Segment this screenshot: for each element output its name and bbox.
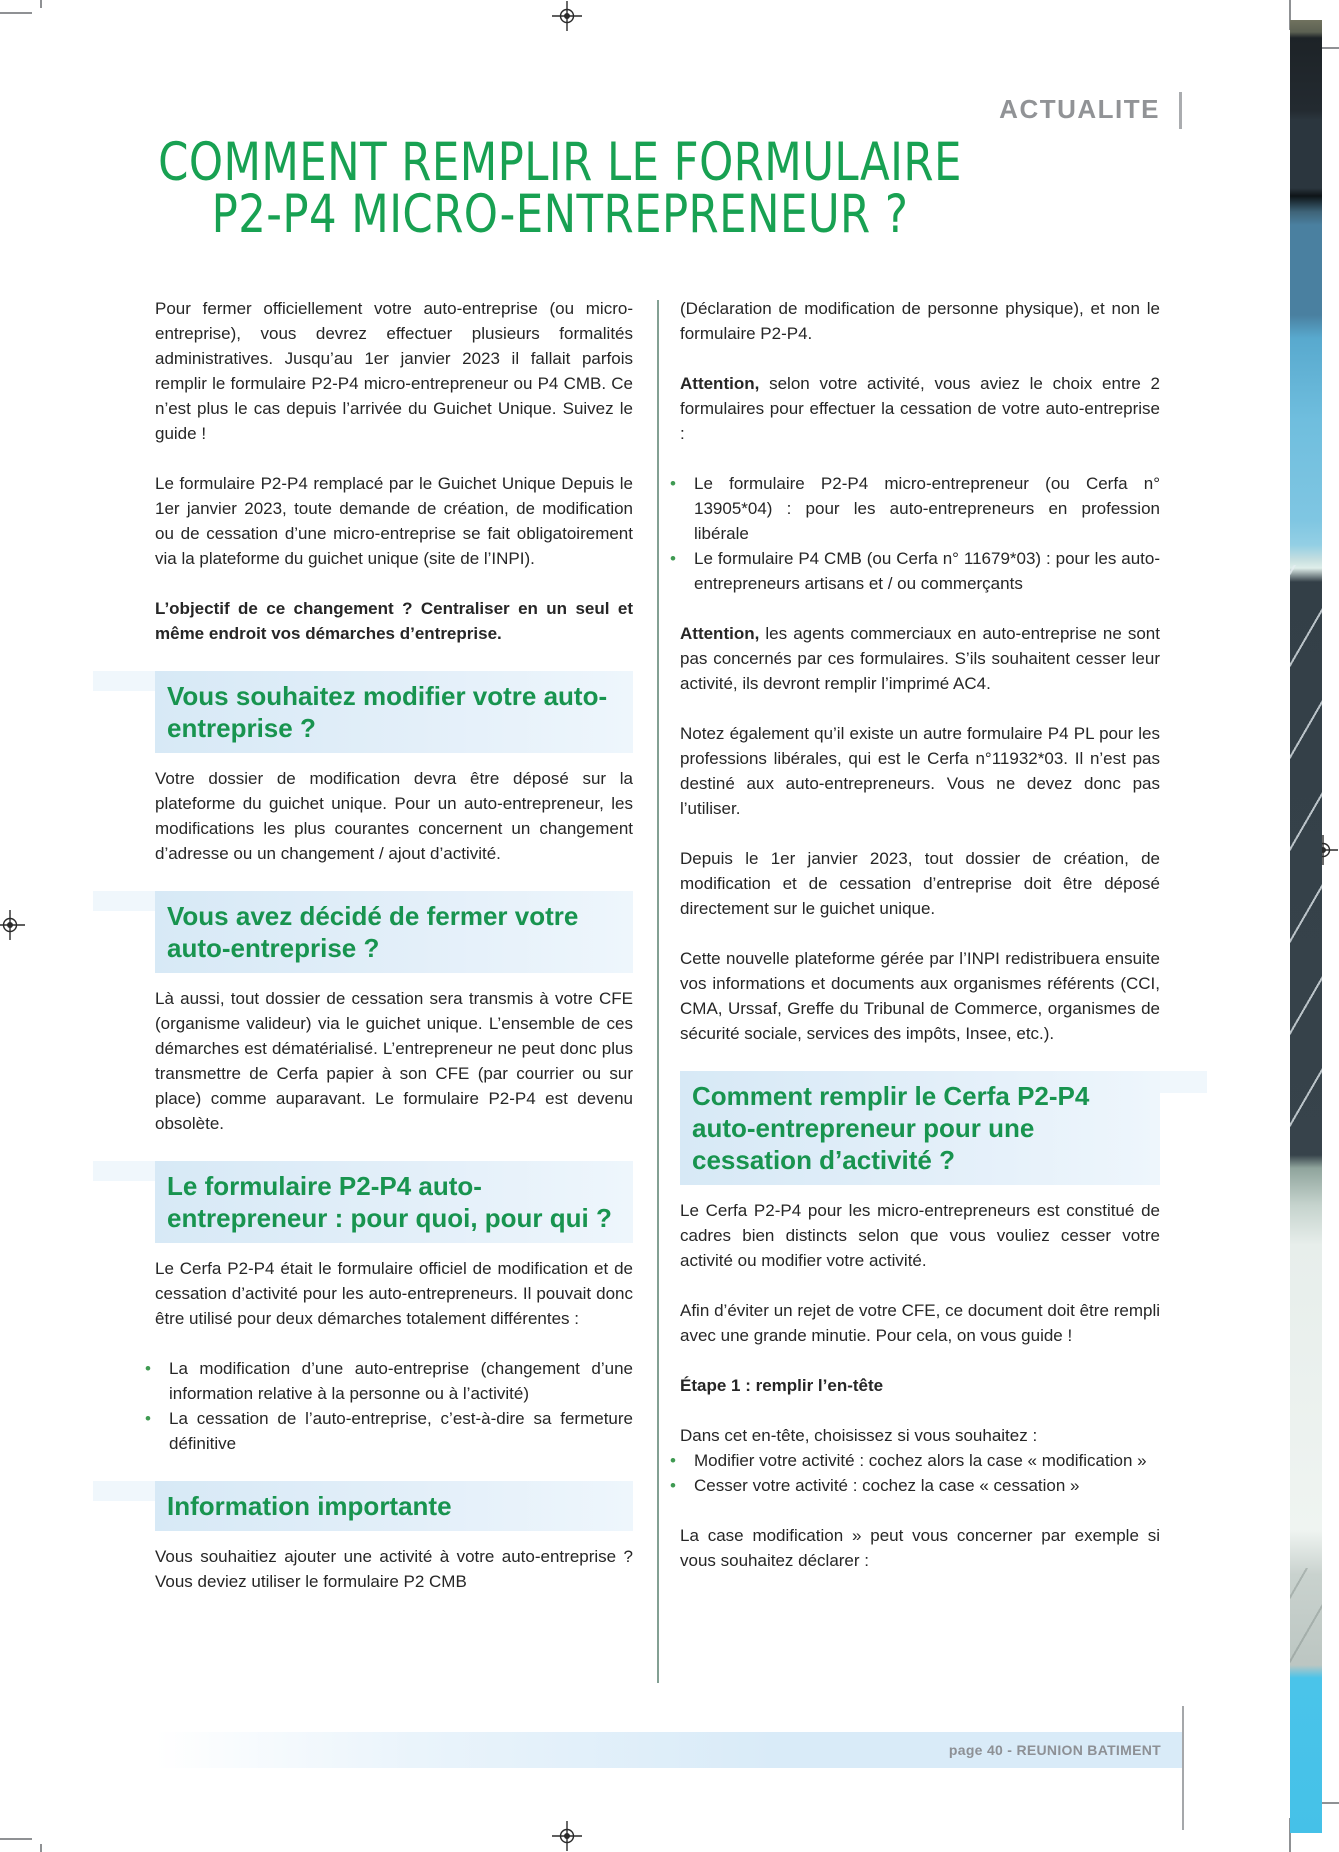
heading-box-information [155,1481,633,1531]
heading-box-fermer [155,891,633,973]
crop-mark-bottom-left-h [0,1838,32,1840]
section-heading-modifier: Vous souhaitez modifier votre auto-entreprise ? [167,681,608,743]
paragraph-cessation: Là aussi, tout dossier de cessation sera transmis à votre CFE (organisme valideur) via le guichet unique. L’ensemble de ces démarches est dématérialisé. L’entrepreneur ne peut donc plus transmettre de Cerfa papier à son CFE (par courrier ou sur place) comme auparavant. Le formulaire P2-P4 est devenu obsolète. [155,989,633,1133]
heading-box-modifier [155,671,633,753]
paragraph-depuis-2023: Depuis le 1er janvier 2023, tout dossier de création, de modification et de cessation d’entreprise doit être déposé directement sur le guichet unique. [680,849,1160,918]
paragraph-attention-1 [680,371,1160,446]
heading-box-tab [93,671,155,691]
paragraph-guichet-unique: Le formulaire P2-P4 remplacé par le Guichet Unique Depuis le 1er janvier 2023, toute demande de création, de modification ou de cessation d’une micro-entreprise se fait obligatoirement via la plateforme du guichet unique (site de l’INPI). [155,474,633,568]
list-item: • La modification d’une auto-entreprise (changement d’une information relative à la personne ou à l’activité) [155,1356,633,1406]
bullet-list-cases [680,1448,1160,1498]
paragraph-p4-pl: Notez également qu’il existe un autre formulaire P4 PL pour les professions libérales, qui est le Cerfa n°11932*03. Il n’est pas destiné aux auto-entrepreneurs. Vous ne devez donc pas l’utiliser. [680,724,1160,818]
bullet-list-formulaires [680,471,1160,596]
attention-text: selon votre activité, vous aviez le choix entre 2 formulaires pour effectuer la cessation de votre auto-entreprise : [680,374,1160,443]
heading-box-tab [93,891,155,911]
left-column [155,296,633,1619]
section-heading-fermer: Vous avez décidé de fermer votre auto-entreprise ? [167,901,579,963]
list-item: • Modifier votre activité : cochez alors la case « modification » [680,1448,1160,1473]
paragraph-entete: Dans cet en-tête, choisissez si vous souhaitez : [680,1426,1038,1445]
registration-mark-top-icon [552,1,582,31]
building-photo-strip [1290,20,1322,1833]
heading-box-tab [93,1481,155,1501]
column-divider [657,300,659,1683]
photo-strip-cladding-texture-light [1290,1568,1322,1668]
right-column [680,296,1160,1598]
article-title-line2: P2-P4 MICRO-ENTREPRENEUR ? [211,184,909,245]
paragraph-declaration: (Déclaration de modification de personne physique), et non le formulaire P2-P4. [680,299,1160,343]
article-title [0,132,1120,245]
list-item: • La cessation de l’auto-entreprise, c’est-à-dire sa fermeture définitive [155,1406,633,1456]
step-1-heading: Étape 1 : remplir l’en-tête [680,1376,884,1395]
bullet-list-demarches [155,1356,633,1456]
heading-box-formulaire [155,1161,633,1243]
list-item: • Le formulaire P4 CMB (ou Cerfa n° 11679*03) : pour les auto-entrepreneurs artisans et / ou commerçants [680,546,1160,596]
footer-bar [155,1732,1183,1768]
section-heading-information: Information importante [167,1491,452,1521]
crop-mark-top-left-h [0,12,32,14]
section-heading-formulaire: Le formulaire P2-P4 auto-entrepreneur : pour quoi, pour qui ? [167,1171,612,1233]
list-item: • Cesser votre activité : cochez la case « cessation » [680,1473,1160,1498]
attention-label: Attention, [680,374,760,393]
paragraph-minutie: Afin d’éviter un rejet de votre CFE, ce document doit être rempli avec une grande minutie. Pour cela, on vous guide ! [680,1301,1160,1345]
paragraph-cadres: Le Cerfa P2-P4 pour les micro-entrepreneurs est constitué de cadres bien distincts selon que vous vouliez cesser votre activité ou modifier votre activité. [680,1201,1160,1270]
paragraph-intro: Pour fermer officiellement votre auto-entreprise (ou micro-entreprise), vous devrez effectuer plusieurs formalités administratives. Jusqu’au 1er janvier 2023 il fallait parfois remplir le formulaire P2-P4 micro-entrepreneur ou P4 CMB. Ce n’est plus le cas depuis l’arrivée du Guichet Unique. Suivez le guide ! [155,299,633,443]
attention-text: les agents commerciaux en auto-entreprise ne sont pas concernés par ces formulaires. S’ils souhaitent cesser leur activité, ils devront remplir l’imprimé AC4. [680,624,1160,693]
section-heading-comment-remplir: Comment remplir le Cerfa P2-P4 auto-entrepreneur pour une cessation d’activité ? [692,1081,1090,1175]
footer-divider [1182,1706,1184,1830]
article-title-line1: COMMENT REMPLIR LE FORMULAIRE [158,132,962,193]
heading-box-tab [93,1161,155,1181]
paragraph-plateforme-inpi: Cette nouvelle plateforme gérée par l’INPI redistribuera ensuite vos informations et documents aux organismes référents (CCI, CMA, Urssaf, Greffe du Tribunal de Commerce, organismes de sécurité sociale, services des impôts, Insee, etc.). [680,949,1160,1043]
registration-mark-left-icon [0,910,25,940]
registration-mark-bottom-icon [552,1821,582,1851]
paragraph-objectif: L’objectif de ce changement ? Centraliser en un seul et même endroit vos démarches d’entreprise. [155,599,633,643]
heading-box-tab [1160,1071,1207,1093]
paragraph-ajout-activite: Vous souhaitiez ajouter une activité à votre auto-entreprise ? Vous deviez utiliser le formulaire P2 CMB [155,1547,633,1591]
paragraph-case-modification: La case modification » peut vous concerner par exemple si vous souhaitez déclarer : [680,1526,1160,1570]
crop-mark-bottom-left-v [40,1844,42,1852]
photo-strip-cladding-texture [1290,565,1322,1160]
paragraph-cerfa-usage: Le Cerfa P2-P4 était le formulaire officiel de modification et de cessation d’activité pour les auto-entrepreneurs. Il pouvait donc être utilisé pour deux démarches totalement différentes : [155,1259,633,1328]
crop-mark-top-left-v [40,0,42,8]
paragraph-attention-2 [680,621,1160,696]
list-item: • Le formulaire P2-P4 micro-entrepreneur (ou Cerfa n° 13905*04) : pour les auto-entrepreneurs en profession libérale [680,471,1160,546]
section-label: ACTUALITE [999,94,1160,124]
page-number: page 40 - REUNION BATIMENT [948,1742,1161,1758]
heading-box-comment-remplir [680,1071,1160,1185]
attention-label: Attention, [680,624,760,643]
paragraph-modification: Votre dossier de modification devra être déposé sur la plateforme du guichet unique. Pour un auto-entrepreneur, les modifications les plus courantes concernent un changement d’adresse ou un changement / ajout d’activité. [155,769,633,863]
section-label-divider [1179,92,1182,129]
